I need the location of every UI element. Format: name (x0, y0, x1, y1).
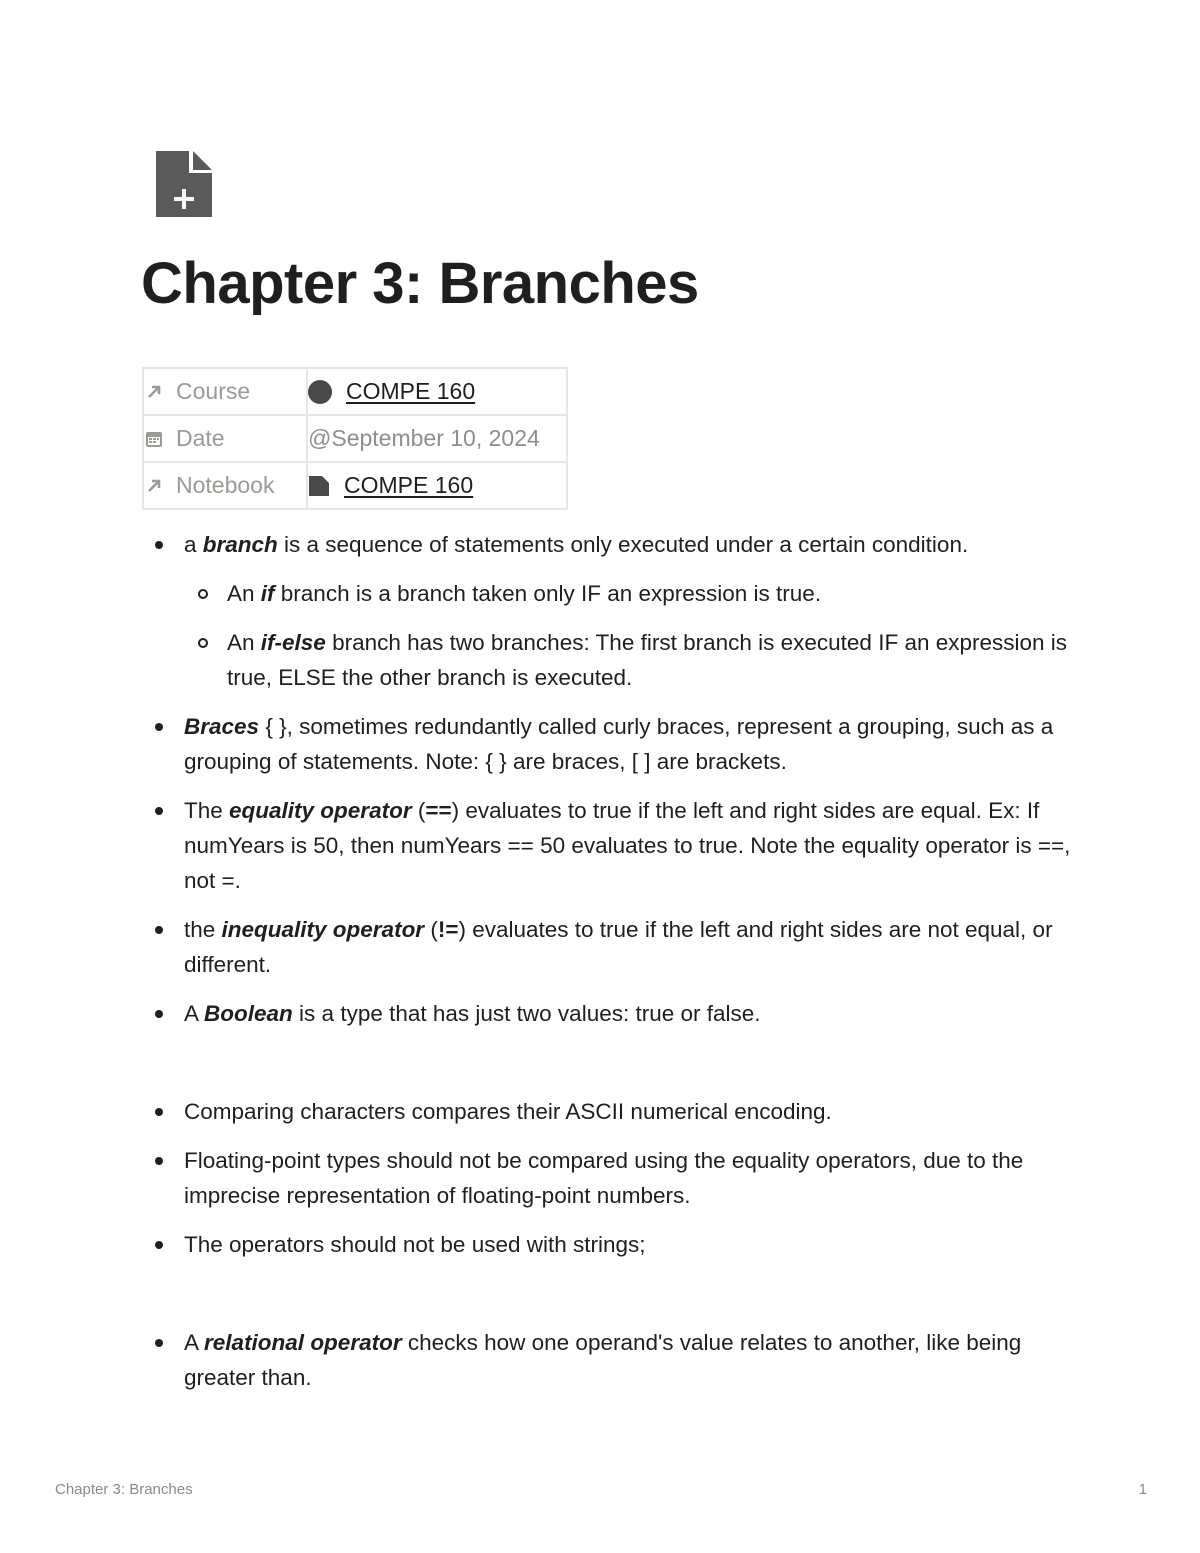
bullet-dot (155, 1108, 163, 1116)
property-label-notebook: Notebook (176, 472, 275, 498)
term-inequality-operator: inequality operator (221, 917, 425, 942)
list-item: Braces { }, sometimes redundantly called curly braces, represent a grouping, such as a grouping of statements. Note: { } are braces, [ ] are brackets. (0, 709, 1200, 779)
bullet-dot (155, 1010, 163, 1018)
course-link[interactable]: COMPE 160 (346, 378, 476, 404)
property-value-cell[interactable] (307, 415, 567, 462)
bullet-dot (155, 1157, 163, 1165)
date-value[interactable]: @September 10, 2024 (308, 425, 540, 451)
bullet-dot (155, 1339, 163, 1347)
calendar-icon (144, 429, 164, 449)
bullet-list (0, 527, 1200, 1409)
property-row-notebook (143, 462, 567, 509)
document-plus-icon (156, 151, 212, 217)
bullet-circle (198, 589, 208, 599)
list-item: Floating-point types should not be compared using the equality operators, due to the imprecise representation of floating-point numbers. (0, 1143, 1200, 1213)
property-value-cell[interactable] (307, 368, 567, 415)
property-label-course: Course (176, 378, 251, 404)
term-branch: branch (202, 532, 278, 557)
bullet-dot (155, 807, 163, 815)
property-name-cell[interactable] (143, 368, 307, 415)
bullet-dot (155, 926, 163, 934)
bullet-dot (155, 723, 163, 731)
term-if: if (260, 581, 275, 606)
bullet-dot (155, 541, 163, 549)
property-name-cell[interactable] (143, 462, 307, 509)
bullet-circle (198, 638, 208, 648)
relation-arrow-icon (144, 382, 164, 402)
property-value-cell[interactable] (307, 462, 567, 509)
term-boolean: Boolean (204, 1001, 293, 1026)
bullet-dot (155, 1241, 163, 1249)
list-item: An if branch is a branch taken only IF an expression is true. (0, 576, 1200, 611)
list-item: the inequality operator (!=) evaluates to true if the left and right sides are not equal, or different. (0, 912, 1200, 982)
property-row-date (143, 415, 567, 462)
property-label-date: Date (176, 425, 225, 451)
term-relational-operator: relational operator (204, 1330, 402, 1355)
term-braces: Braces (184, 714, 260, 739)
relation-arrow-icon (144, 476, 164, 496)
document-icon (308, 475, 330, 497)
list-item: An if-else branch has two branches: The first branch is executed IF an expression is true, ELSE the other branch is executed. (0, 625, 1200, 695)
property-name-cell[interactable] (143, 415, 307, 462)
list-item: a branch is a sequence of statements only executed under a certain condition. (0, 527, 1200, 562)
empty-block (0, 1045, 1200, 1094)
list-item: A relational operator checks how one operand's value relates to another, like being greater than. (0, 1325, 1200, 1395)
term-if-else: if-else (260, 630, 326, 655)
operator-equal: == (425, 798, 452, 823)
notebook-link[interactable]: COMPE 160 (344, 472, 474, 498)
list-item: A Boolean is a type that has just two values: true or false. (0, 996, 1200, 1031)
properties-table (142, 367, 568, 510)
term-equality-operator: equality operator (229, 798, 412, 823)
page-number: 1 (1138, 1481, 1147, 1498)
list-item: The operators should not be used with strings; (0, 1227, 1200, 1262)
list-item: Comparing characters compares their ASCII numerical encoding. (0, 1094, 1200, 1129)
empty-block (0, 1276, 1200, 1325)
page-title: Chapter 3: Branches (141, 251, 699, 316)
circle-icon (308, 380, 332, 404)
property-row-course (143, 368, 567, 415)
operator-not-equal: != (437, 917, 459, 942)
footer-title: Chapter 3: Branches (55, 1481, 193, 1498)
list-item: The equality operator (==) evaluates to true if the left and right sides are equal. Ex: If numYears is 50, then numYears == 50 evaluates to true. Note the equality operator is ==, not =. (0, 793, 1200, 898)
